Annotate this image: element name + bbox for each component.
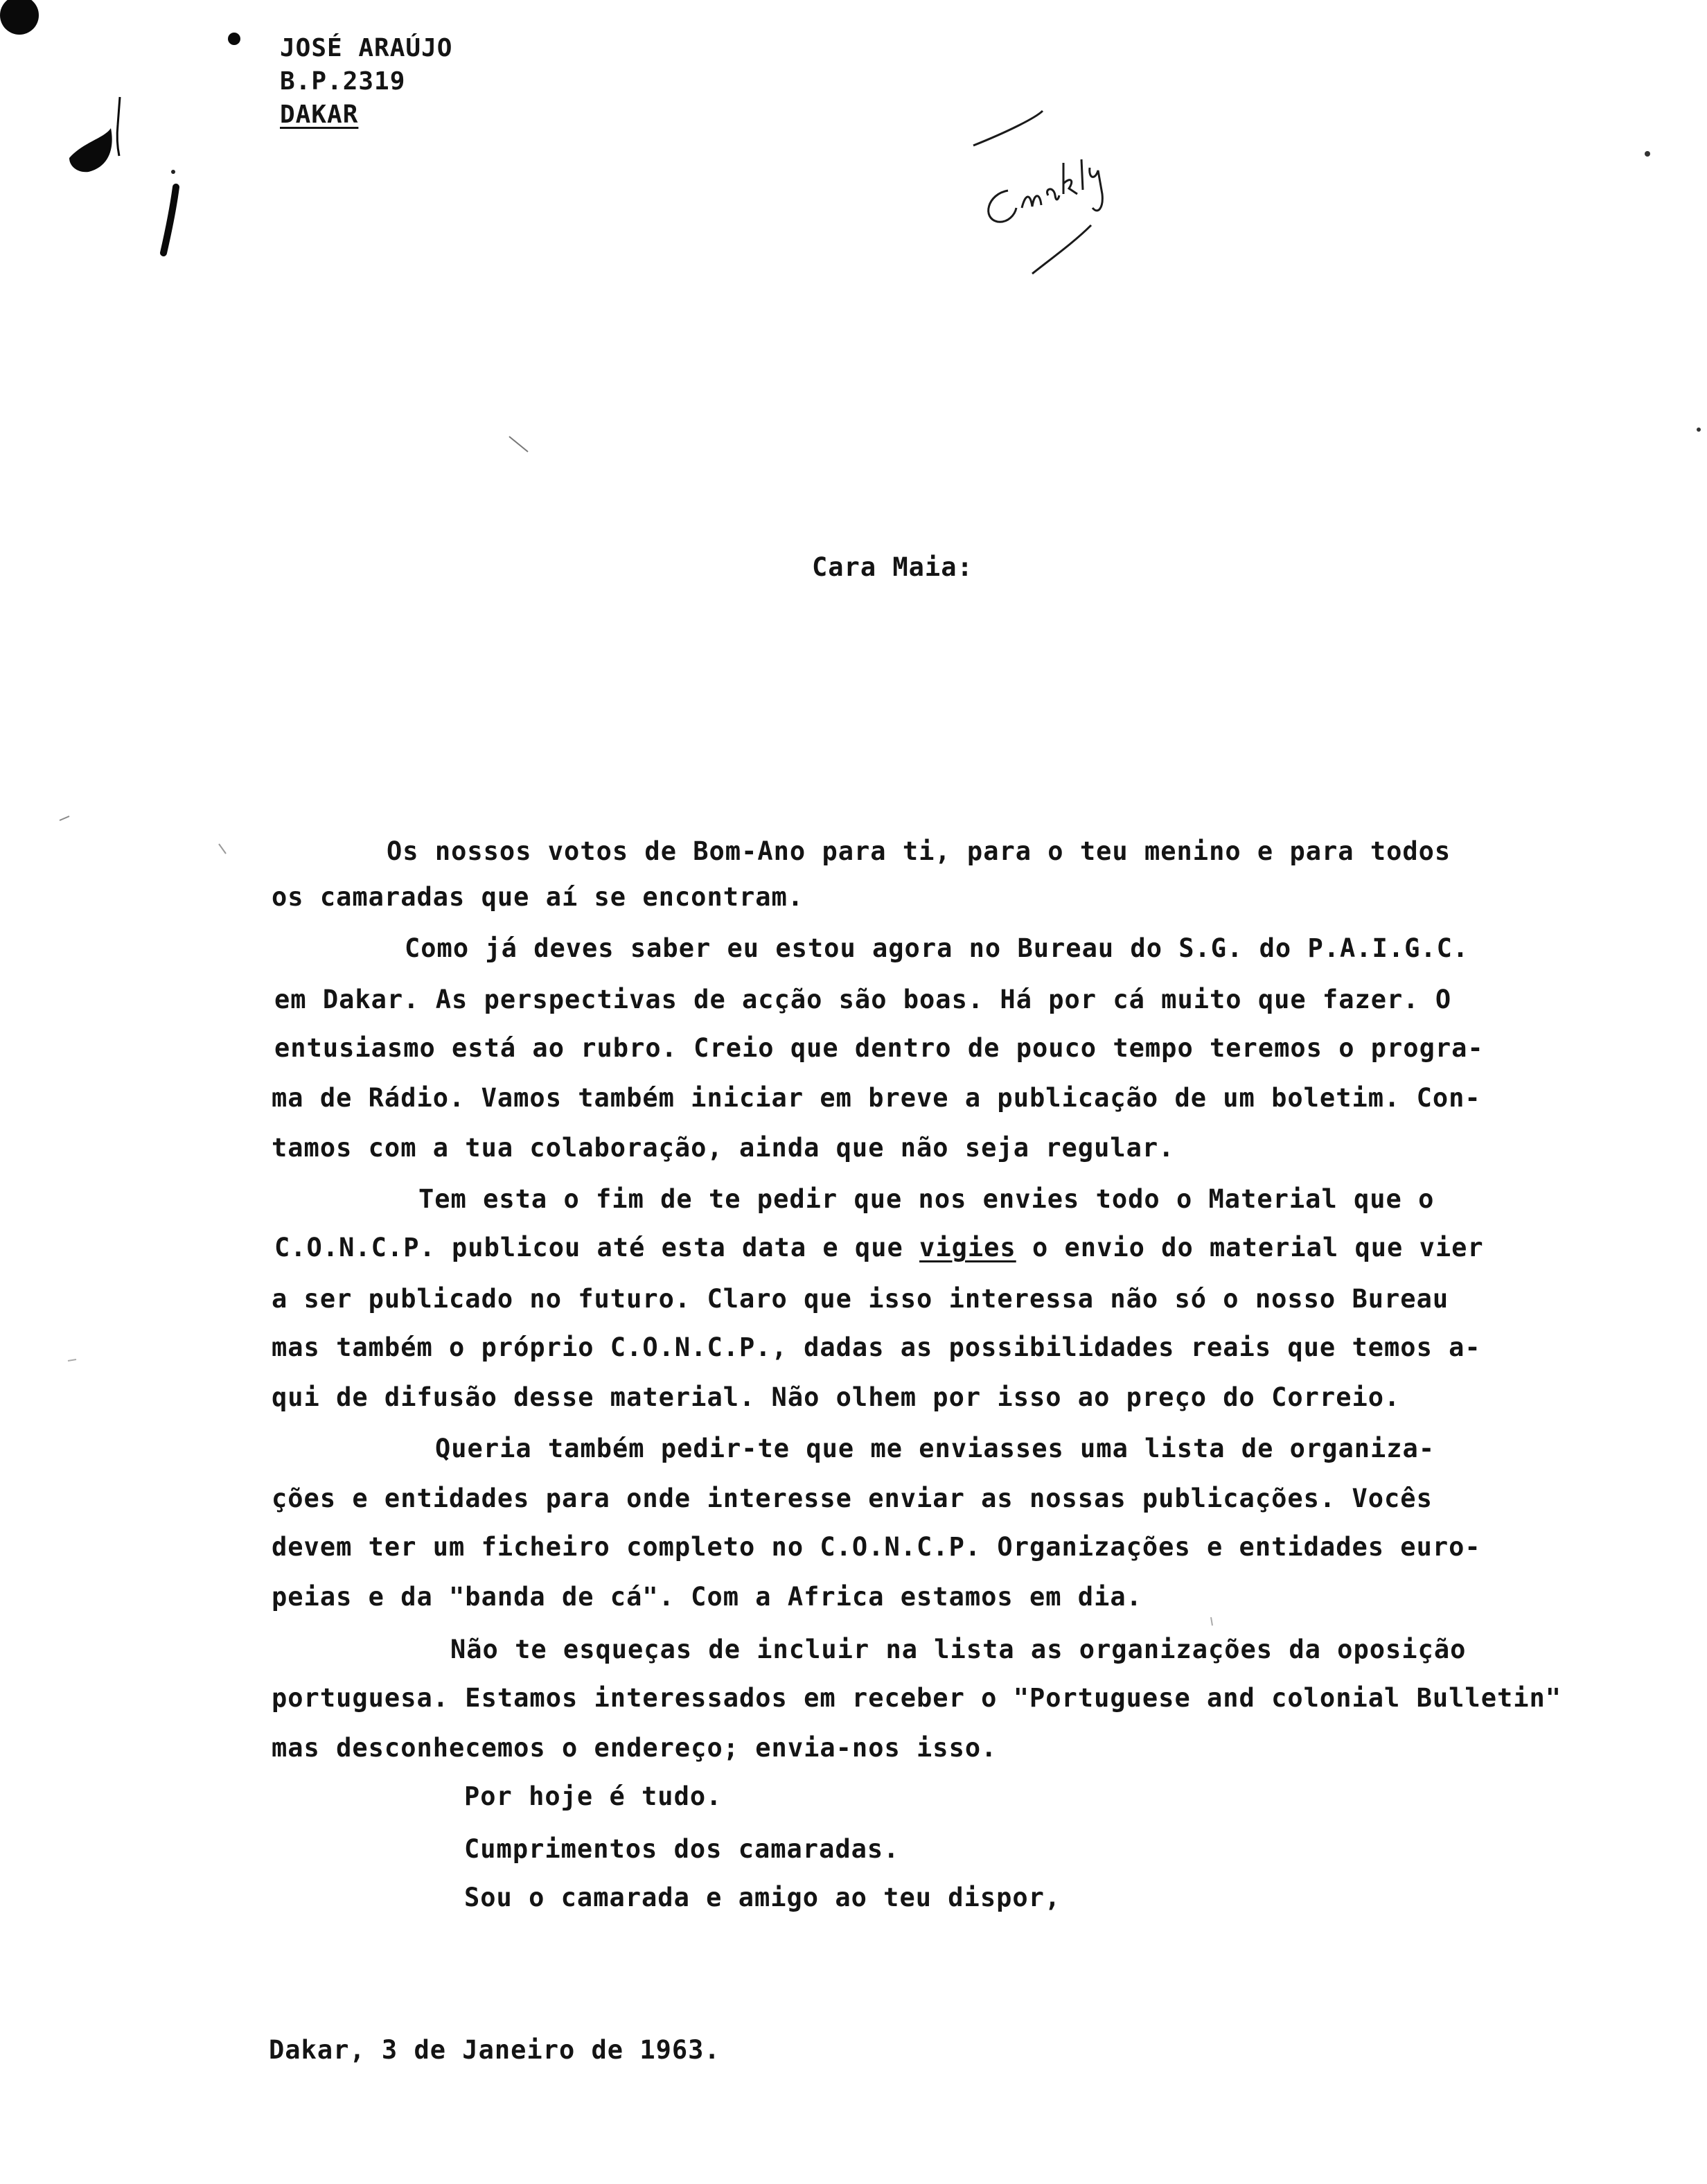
handwritten-annotation xyxy=(966,104,1147,284)
body-line: mas desconhecemos o endereço; envia-nos isso. xyxy=(272,1733,998,1763)
body-line: Queria também pedir-te que me enviasses uma lista de organiza- xyxy=(435,1434,1435,1463)
body-line: Tem esta o fim de te pedir que nos envies todo o Material que o xyxy=(418,1184,1435,1214)
body-line: ma de Rádio. Vamos também iniciar em breve a publicação de um boletim. Con- xyxy=(272,1083,1481,1113)
sender-box: B.P.2319 xyxy=(280,67,406,96)
body-line: os camaradas que aí se encontram. xyxy=(272,882,804,912)
sender-name: JOSÉ ARAÚJO xyxy=(280,34,453,62)
body-line: Os nossos votos de Bom-Ano para ti, para o teu menino e para todos xyxy=(387,836,1451,866)
speck-mark xyxy=(509,437,528,452)
closing-line: Sou o camarada e amigo ao teu dispor, xyxy=(464,1883,1061,1912)
speck-mark xyxy=(219,844,226,854)
salutation: Cara Maia: xyxy=(812,552,973,582)
speck xyxy=(1645,151,1650,157)
ink-stroke-left xyxy=(163,187,176,253)
body-line: qui de difusão desse material. Não olhem por isso ao preço do Correio. xyxy=(272,1382,1401,1412)
underlined-word: vigies xyxy=(919,1233,1016,1262)
speck-mark xyxy=(1211,1617,1212,1626)
speck xyxy=(1697,428,1701,432)
body-line: entusiasmo está ao rubro. Creio que dentro de pouco tempo teremos o progra- xyxy=(274,1033,1484,1063)
ink-blot-top-left xyxy=(0,0,39,35)
ink-smudge-left xyxy=(69,128,112,172)
date-line: Dakar, 3 de Janeiro de 1963. xyxy=(269,2035,720,2065)
body-line: Não te esqueças de incluir na lista as organizações da oposição xyxy=(450,1635,1467,1664)
body-line: portuguesa. Estamos interessados em receber o "Portuguese and colonial Bulletin" xyxy=(272,1683,1562,1713)
speck-mark xyxy=(60,816,69,820)
body-line: Como já deves saber eu estou agora no Bureau do S.G. do P.A.I.G.C. xyxy=(405,933,1469,963)
body-line: a ser publicado no futuro. Claro que isso interessa não só o nosso Bureau xyxy=(272,1284,1449,1314)
body-line: mas também o próprio C.O.N.C.P., dadas as possibilidades reais que temos a- xyxy=(272,1332,1481,1362)
speck-mark xyxy=(68,1359,76,1361)
body-line: tamos com a tua colaboração, ainda que não seja regular. xyxy=(272,1133,1175,1163)
sender-city: DAKAR xyxy=(280,100,359,129)
speck xyxy=(171,170,175,174)
ink-mark-left xyxy=(117,97,120,156)
closing-line: Por hoje é tudo. xyxy=(464,1781,723,1811)
closing-line: Cumprimentos dos camaradas. xyxy=(464,1834,900,1864)
body-line-with-underline xyxy=(274,1235,1484,1260)
body-line-part: C.O.N.C.P. publicou até esta data e que xyxy=(274,1233,920,1262)
punch-dot xyxy=(228,33,240,45)
body-line: peias e da "banda de cá". Com a Africa estamos em dia. xyxy=(272,1582,1142,1612)
body-line: em Dakar. As perspectivas de acção são boas. Há por cá muito que fazer. O xyxy=(274,985,1452,1014)
body-line: ções e entidades para onde interesse enviar as nossas publicações. Vocês xyxy=(272,1483,1433,1513)
body-line-part: o envio do material que vier xyxy=(1016,1233,1484,1262)
body-line: devem ter um ficheiro completo no C.O.N.C.P. Organizações e entidades euro- xyxy=(272,1532,1481,1562)
